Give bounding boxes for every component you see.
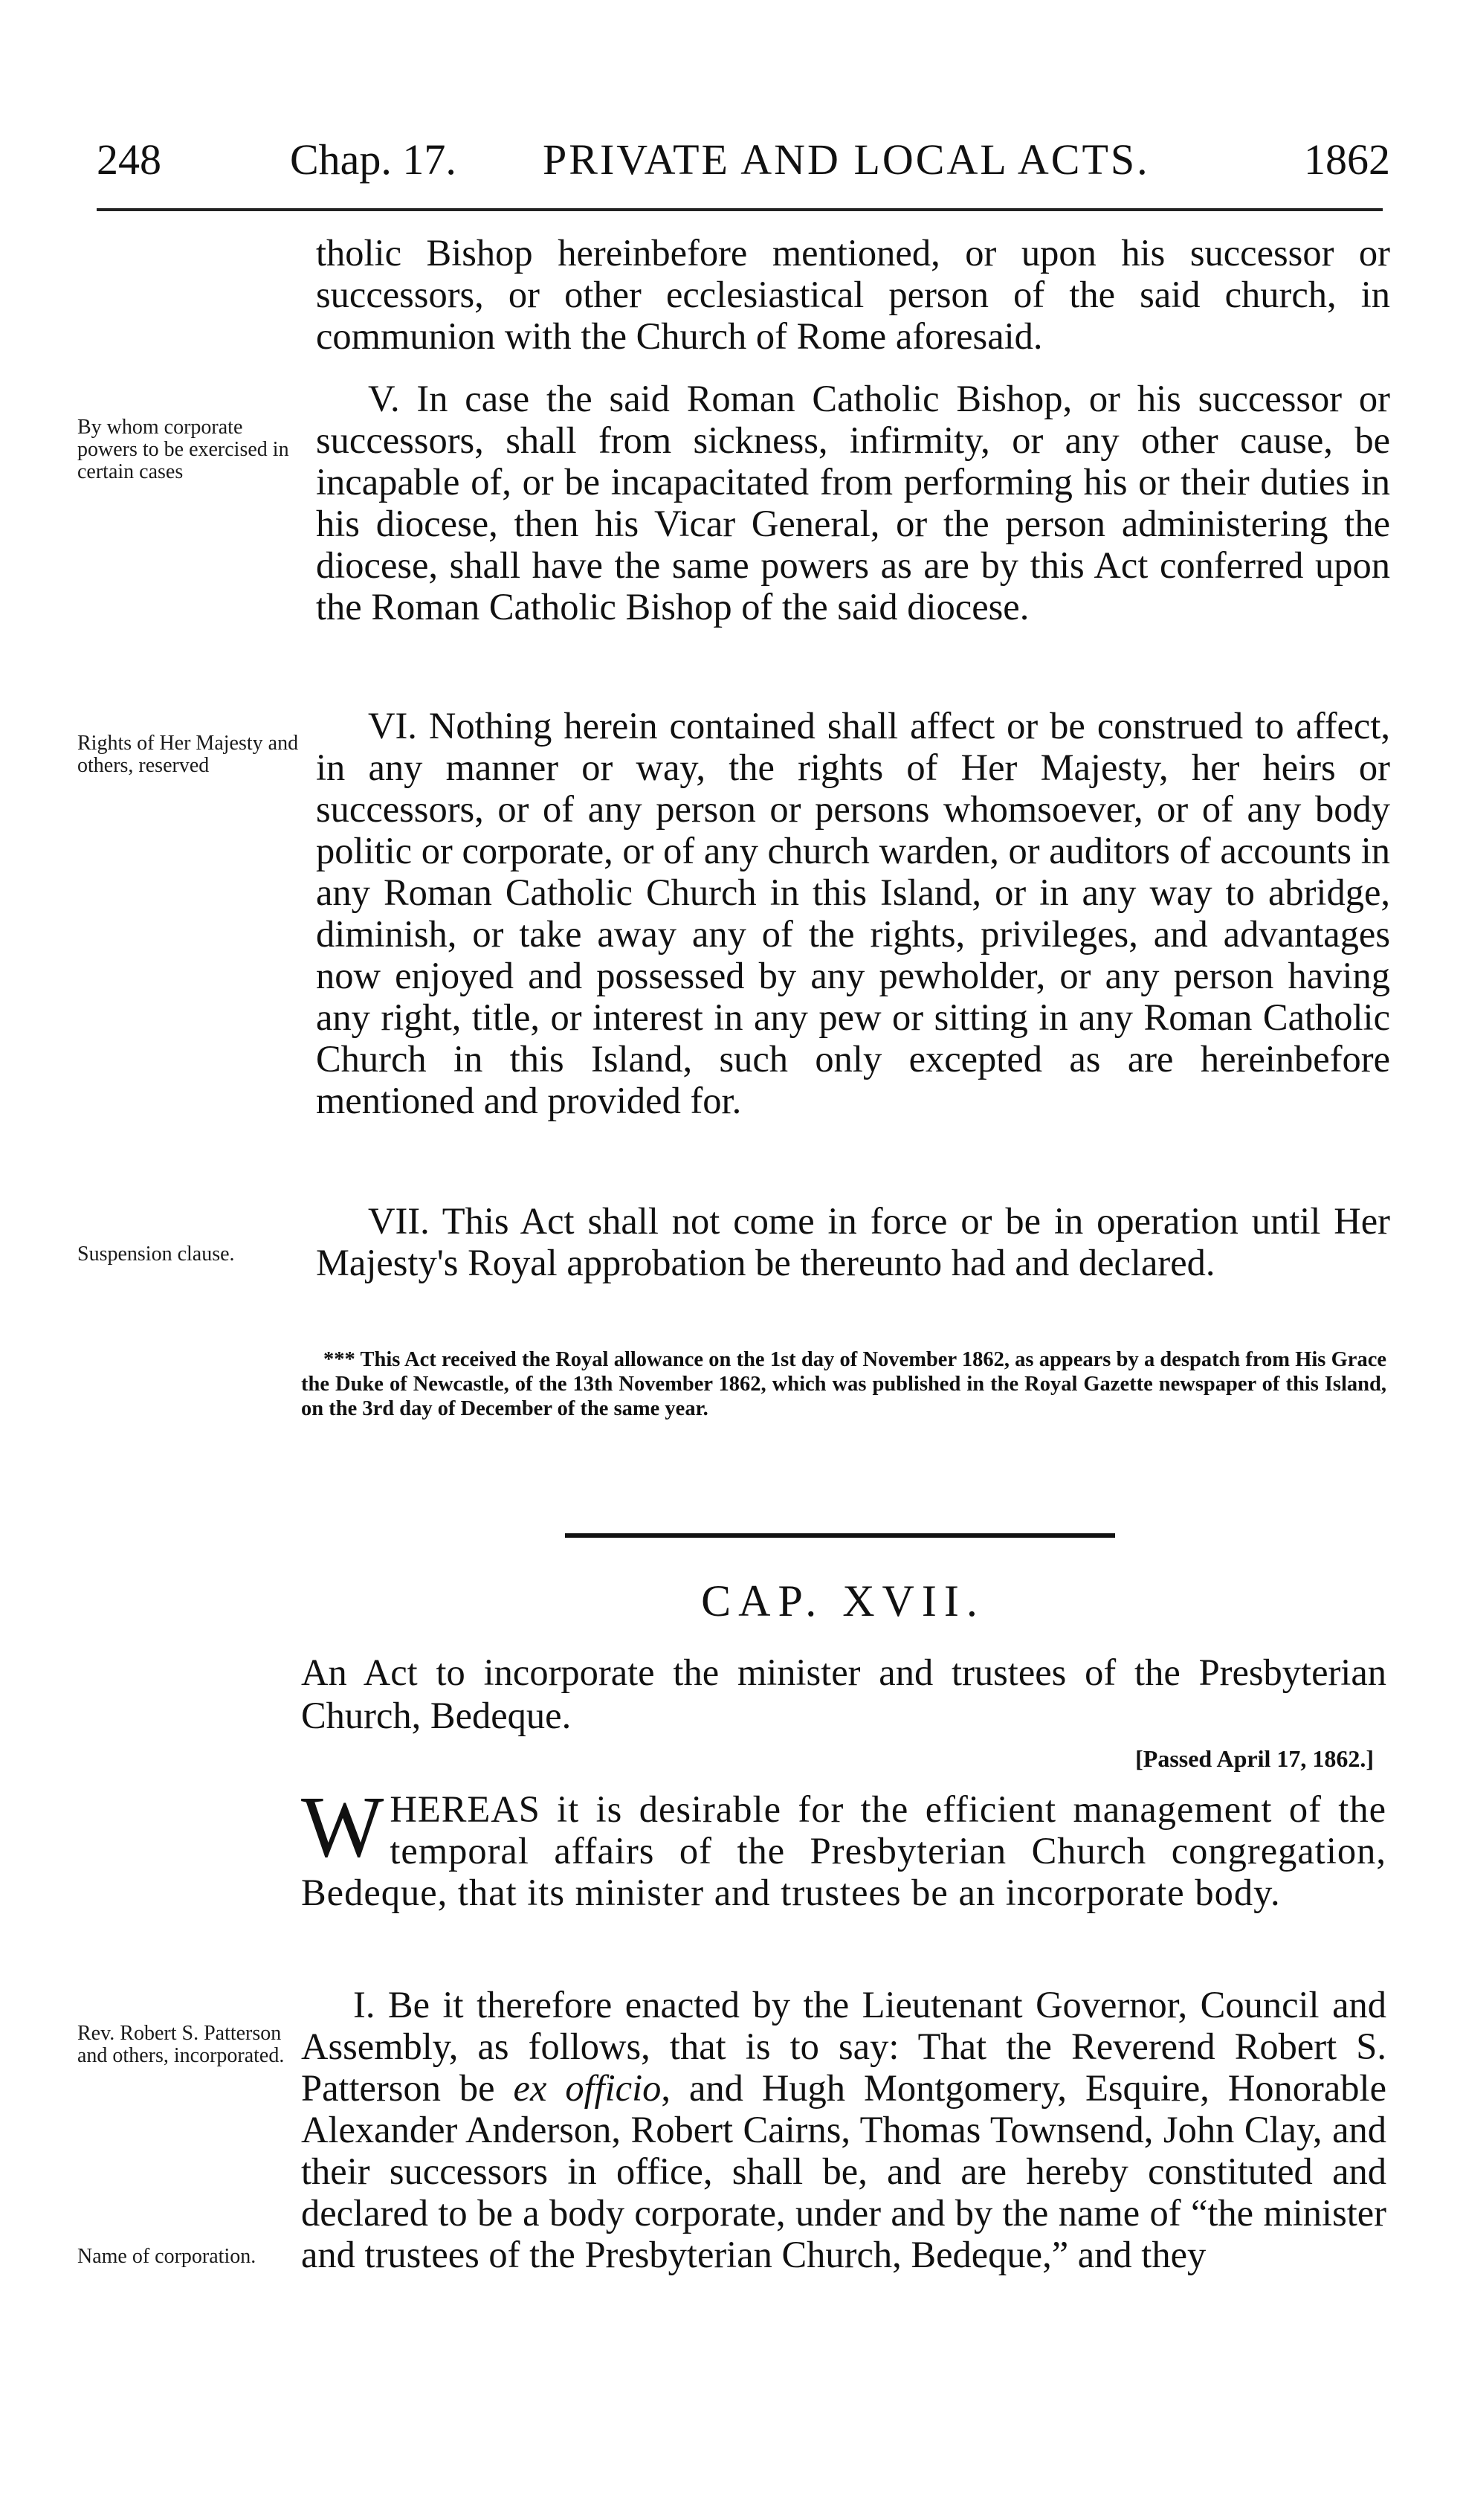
header-year: 1862 [1304, 135, 1390, 184]
cap-heading [0, 1575, 1463, 1627]
running-header [97, 126, 1390, 193]
preamble [301, 1778, 1386, 1913]
margin-note-vii: Suspension clause. [77, 1243, 235, 1266]
continuation-paragraph: tholic Bishop hereinbefore mentioned, or upon his successor or successors, or other ecclesiastical person of the said church, in communion with the Church of Rome aforesaid. [316, 232, 1390, 357]
section-i-block [301, 1984, 1386, 2275]
preamble-text: HEREAS it is desirable for the efficient management of the temporal affairs of the Presbyterian Church congregation, Bedeque, that its minister and trustees be an incorporate body. [301, 1788, 1386, 1913]
section-vi-paragraph: VI. Nothing herein contained shall affect or be construed to affect, in any manner or way, the rights of Her Majesty, her heirs or successors, or of any person or persons whomsoever, or of any body politic or corporate, or of any church warden, or auditors of accounts in any Roman Catholic Church in this Island, or in any way to abridge, diminish, or take away any of the rights, privileges, and advantages now enjoyed and possessed by any pewholder, or any person having any right, title, or interest in any pew or sitting in any Roman Catholic Church in this Island, such only excepted as are hereinbefore mentioned and provided for. [316, 705, 1390, 1121]
section-vii-paragraph: VII. This Act shall not come in force or be in operation until Her Majesty's Royal approbation be thereunto had and declared. [316, 1200, 1390, 1283]
chapter-label: Chap. 17. [290, 135, 456, 184]
page-number: 248 [97, 135, 161, 184]
section-v-paragraph: V. In case the said Roman Catholic Bishop, or his successor or successors, shall from sickness, infirmity, or any other cause, be incapable of, or be incapacitated from performing his or their duties in his diocese, then his Vicar General, or the person administering the diocese, shall have the same powers as are by this Act conferred upon the Roman Catholic Bishop of the said diocese. [316, 378, 1390, 628]
margin-note-i: Rev. Robert S. Patterson and others, incorporated. [77, 2022, 285, 2067]
section-i-text-b: , and Hugh Montgomery, Esquire, Honorable Alexander Anderson, Robert Cairns, Thomas Townsend, John Clay, and their successors in office, shall be, and are hereby constituted and declared to be a body corporate, under and by the name of “the minister and trustees of the Presbyterian Church, Bedeque,” and they [301, 2067, 1386, 2275]
royal-allowance-footnote: *** This Act received the Royal allowance on the 1st day of November 1862, as appears by a despatch from His Grace the Duke of Newcastle, of the 13th November 1862, which was published in the Royal Gazette newspaper of this Island, on the 3rd day of December of the same year. [301, 1348, 1386, 1420]
margin-note-name: Name of corporation. [77, 2245, 256, 2268]
header-title: PRIVATE AND LOCAL ACTS. [543, 135, 1150, 184]
section-i-text-a: I. Be it therefore enacted by the Lieutenant Governor, Council and Assembly, as follows, that is to say: That the Reverend Robert S. Patterson be [301, 1984, 1386, 2109]
margin-note-v: By whom corporate powers to be exercised in certain cases [77, 416, 289, 483]
act-description: An Act to incorporate the minister and trustees of the Presbyterian Church, Bedeque. [301, 1651, 1386, 1736]
chapter-separator-rule [565, 1533, 1115, 1538]
section-vii-block [316, 1200, 1390, 1283]
header-rule [97, 208, 1383, 211]
margin-note-vi: Rights of Her Majesty and others, reserved [77, 732, 299, 777]
section-i-italic: ex officio [513, 2067, 662, 2109]
passed-date: [Passed April 17, 1862.] [1135, 1745, 1374, 1772]
cap-title-text: CAP. XVII. [701, 1576, 985, 1625]
section-v-block [316, 378, 1390, 628]
continuation-block [316, 232, 1390, 357]
section-i-paragraph [301, 1984, 1386, 2275]
drop-cap: W [301, 1778, 384, 1875]
section-vi-block [316, 705, 1390, 1121]
